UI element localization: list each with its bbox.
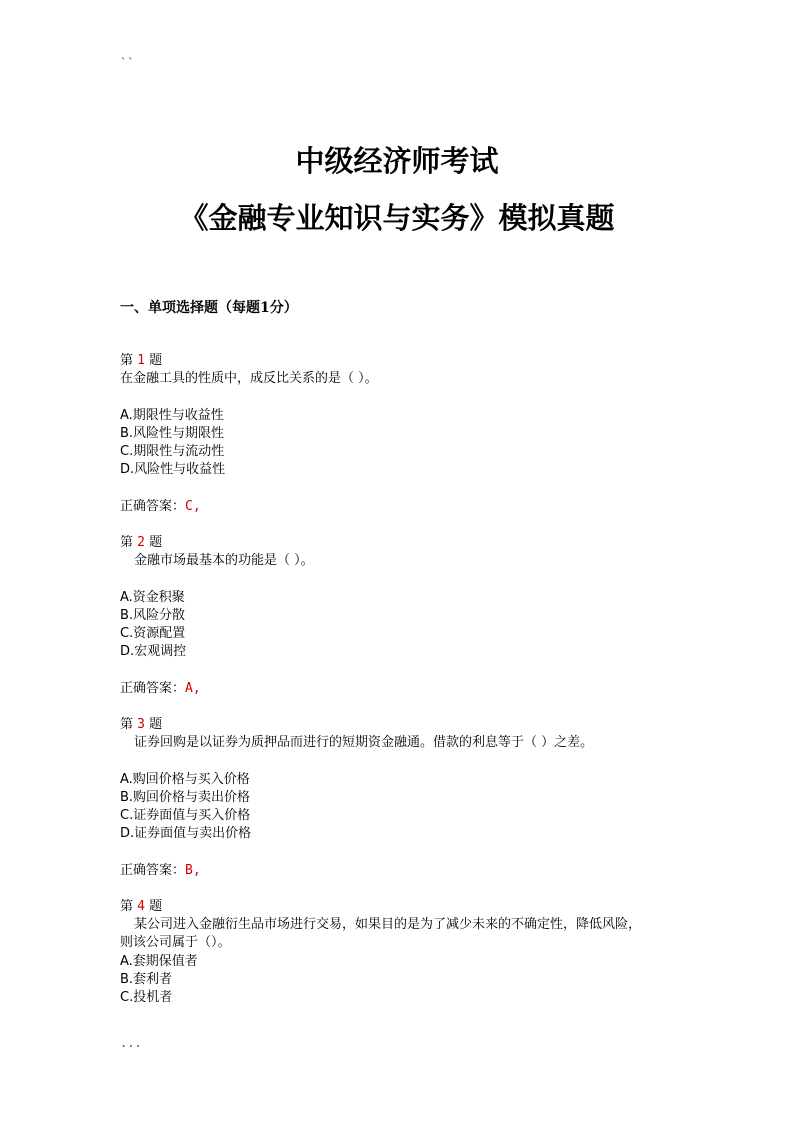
question-text: 金融市场最基本的功能是（ ）。 bbox=[134, 553, 314, 569]
section-heading: 一、单项选择题（每题1分） bbox=[120, 300, 298, 316]
document-title: 中级经济师考试 bbox=[295, 144, 499, 178]
q-prefix: 第 bbox=[120, 899, 134, 914]
question-number: 1 bbox=[137, 353, 145, 368]
question-4 bbox=[120, 898, 680, 1007]
answer-value: B, bbox=[185, 862, 201, 878]
answer-line bbox=[120, 862, 680, 880]
question-text: 在金融工具的性质中，成反比关系的是（ ）。 bbox=[120, 371, 378, 387]
option-a: A.套期保值者 bbox=[120, 953, 198, 969]
option-c: C.证券面值与买入价格 bbox=[120, 807, 251, 823]
question-header bbox=[120, 534, 680, 552]
answer-value: A, bbox=[185, 680, 201, 696]
q-suffix: 题 bbox=[149, 717, 163, 732]
q-prefix: 第 bbox=[120, 535, 134, 550]
question-header bbox=[120, 352, 680, 370]
question-text: 证券回购是以证券为质押品而进行的短期资金融通。借款的利息等于（ ）之差。 bbox=[134, 735, 594, 751]
question-text-line2: 则该公司属于（）。 bbox=[120, 935, 231, 951]
question-header bbox=[120, 898, 680, 916]
q-suffix: 题 bbox=[149, 899, 163, 914]
q-prefix: 第 bbox=[120, 353, 134, 368]
question-text-line1: 某公司进入金融衍生品市场进行交易，如果目的是为了减少未来的不确定性，降低风险， bbox=[134, 917, 642, 933]
top-mark: `` bbox=[120, 56, 135, 70]
answer-label: 正确答案： bbox=[120, 862, 186, 878]
q-suffix: 题 bbox=[149, 535, 163, 550]
option-d: D.证券面值与卖出价格 bbox=[120, 826, 252, 842]
option-b: B.风险性与期限性 bbox=[120, 425, 225, 441]
option-b: B.套利者 bbox=[120, 971, 173, 987]
option-b: B.风险分散 bbox=[120, 607, 186, 623]
question-2 bbox=[120, 534, 680, 698]
option-c: C.资源配置 bbox=[120, 625, 186, 641]
answer-label: 正确答案： bbox=[120, 498, 186, 514]
question-header bbox=[120, 716, 680, 734]
question-number: 3 bbox=[137, 717, 145, 732]
q-prefix: 第 bbox=[120, 717, 134, 732]
option-d: D.宏观调控 bbox=[120, 644, 187, 660]
answer-value: C, bbox=[185, 498, 201, 514]
option-a: A.购回价格与买入价格 bbox=[120, 771, 250, 787]
document-subtitle: 《金融专业知识与实务》模拟真题 bbox=[179, 201, 615, 235]
question-number: 2 bbox=[137, 535, 145, 550]
question-3 bbox=[120, 716, 680, 880]
answer-line bbox=[120, 680, 680, 698]
question-1 bbox=[120, 352, 680, 516]
option-a: A.期限性与收益性 bbox=[120, 407, 224, 423]
option-a: A.资金积聚 bbox=[120, 589, 185, 605]
option-d: D.风险性与收益性 bbox=[120, 462, 226, 478]
answer-label: 正确答案： bbox=[120, 680, 186, 696]
option-c: C.期限性与流动性 bbox=[120, 443, 225, 459]
question-number: 4 bbox=[137, 899, 145, 914]
answer-line bbox=[120, 498, 680, 516]
option-c: C.投机者 bbox=[120, 989, 173, 1005]
q-suffix: 题 bbox=[149, 353, 163, 368]
bottom-mark: ... bbox=[120, 1036, 142, 1050]
option-b: B.购回价格与卖出价格 bbox=[120, 789, 251, 805]
